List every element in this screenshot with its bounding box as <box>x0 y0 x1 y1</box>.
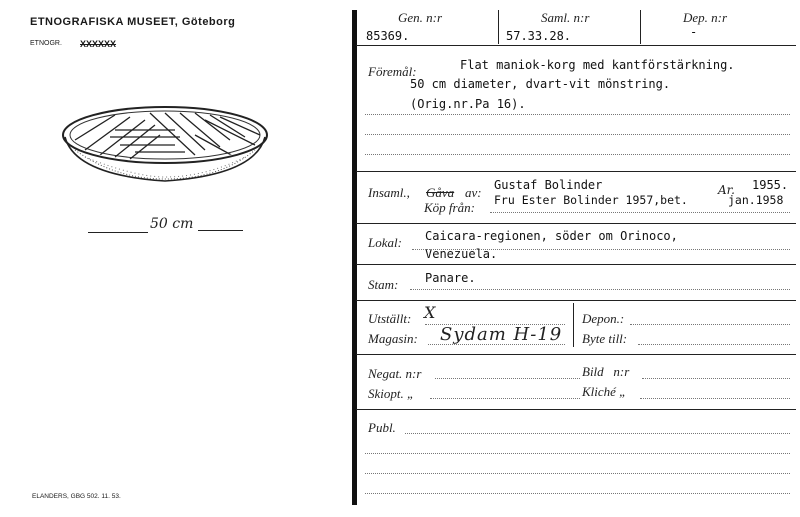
dotted-line <box>642 378 790 379</box>
divider <box>573 303 574 347</box>
magasin-value: Sydam H-19 <box>440 324 563 345</box>
rule <box>356 223 796 224</box>
dep-value: - <box>690 25 698 39</box>
basket-drawing <box>55 95 275 195</box>
foremal-line2: 50 cm diameter, dvart-vit mönstring. <box>410 77 671 91</box>
lokal-label: Lokal: <box>368 235 402 250</box>
lokal-line2: Venezuela. <box>425 247 498 261</box>
dep-label: Dep. n:r <box>683 10 728 25</box>
skiopt-label: Skiopt. „ <box>368 386 415 401</box>
rule <box>356 409 796 410</box>
rule <box>356 45 796 46</box>
kliche-label: Kliché „ <box>582 384 627 399</box>
utstallt-value: X <box>424 303 436 322</box>
museum-header: ETNOGRAFISKA MUSEET, Göteborg <box>30 16 236 28</box>
publ-label: Publ. <box>368 420 396 435</box>
lokal-line1: Caicara-regionen, söder om Orinoco, <box>425 229 678 243</box>
dotted-line <box>490 212 790 213</box>
utstallt-label: Utställt: <box>368 311 412 326</box>
etnogr-value: XXXXXX <box>80 39 117 49</box>
rule <box>356 354 796 355</box>
etnogr-label: ETNOGR. <box>30 40 62 47</box>
dotted-line <box>365 154 790 155</box>
insaml-year1: 1955. <box>752 178 789 192</box>
gen-label: Gen. n:r <box>398 10 443 25</box>
dotted-line <box>435 378 580 379</box>
dotted-line <box>365 453 790 454</box>
scale-line <box>88 232 148 233</box>
divider <box>640 10 641 44</box>
dotted-line <box>430 398 580 399</box>
rule <box>356 264 796 265</box>
rule <box>356 300 796 301</box>
stam-label: Stam: <box>368 277 399 292</box>
foremal-line1: Flat maniok-korg med kantförstärkning. <box>460 58 735 72</box>
rule <box>356 171 796 172</box>
gava-struck: Gåva <box>426 185 455 200</box>
saml-value: 57.33.28. <box>506 29 572 43</box>
foremal-line3: (Orig.nr.Pa 16). <box>410 97 526 111</box>
depon-label: Depon.: <box>582 311 625 326</box>
scale-label: 50 cm <box>150 216 194 232</box>
bild-label: Bild n:r <box>582 364 630 379</box>
insaml-value1: Gustaf Bolinder <box>494 178 603 192</box>
dotted-line <box>630 324 790 325</box>
insaml-value2: Fru Ester Bolinder 1957,bet. <box>494 193 688 207</box>
saml-label: Saml. n:r <box>541 10 590 25</box>
dotted-line <box>365 493 790 494</box>
magasin-label: Magasin: <box>368 331 418 346</box>
dotted-line <box>405 433 790 434</box>
kop-fran-label: Köp från: <box>424 200 475 215</box>
negat-label: Negat. n:r <box>368 366 422 381</box>
dotted-line <box>412 249 790 250</box>
insaml-annot: Ar. <box>718 183 735 197</box>
dotted-line <box>365 114 790 115</box>
dotted-line <box>640 398 790 399</box>
foremal-label: Föremål: <box>368 64 417 79</box>
dotted-line <box>365 134 790 135</box>
insaml-year2: jan.1958 <box>728 193 784 207</box>
dotted-line <box>410 289 790 290</box>
divider <box>498 10 499 44</box>
gen-value: 85369. <box>366 29 410 43</box>
dotted-line <box>428 344 565 345</box>
insaml-label: Insaml., <box>368 185 410 200</box>
byte-label: Byte till: <box>582 331 628 346</box>
stam-value: Panare. <box>425 271 476 285</box>
dotted-line <box>638 344 790 345</box>
printer-mark: ELANDERS, GBG 502. 11. 53. <box>32 493 121 500</box>
scale-line-right <box>198 230 243 231</box>
card-spine <box>352 10 357 505</box>
av-label: av: <box>465 185 482 200</box>
dotted-line <box>365 473 790 474</box>
